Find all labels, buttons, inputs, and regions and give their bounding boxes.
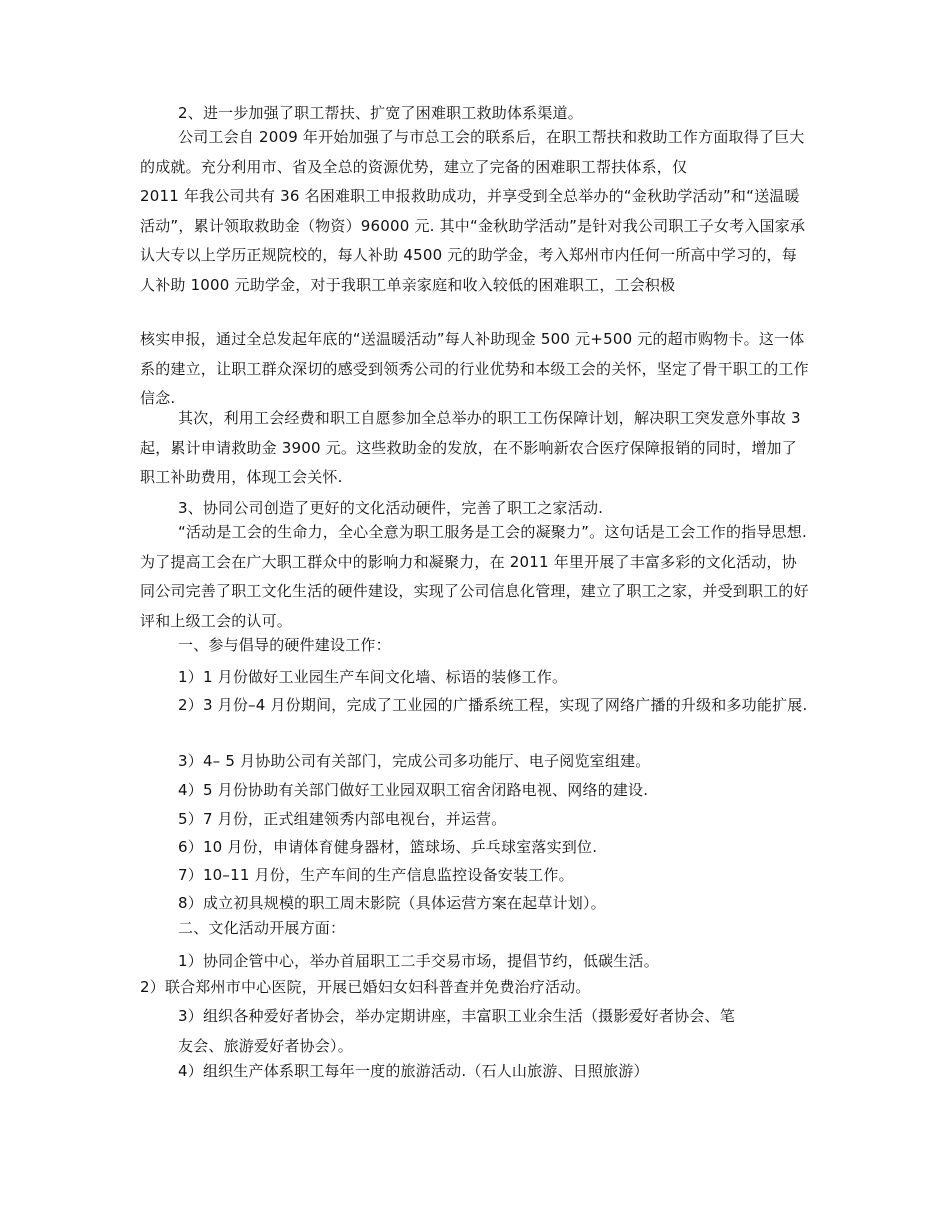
list-item-culture-3: 3）组织各种爱好者协会，举办定期讲座，丰富职工业余生活（摄影爱好者协会、笔友会、旅游爱好者协会）。 [178, 1007, 735, 1055]
subheading-hardware: 一、参与倡导的硬件建设工作： [178, 636, 391, 654]
section-heading-3: 3、协同公司创造了更好的文化活动硬件，完善了职工之家活动. [178, 499, 604, 517]
paragraph-relief-2011: 2011 年我公司共有 36 名困难职工申报救助成功，并享受到全总举办的“金秋助学活动”和“送温暖活动”，累计领取救助金（物资）96000 元. 其中“金秋助学活动”是针对我公司职工子女考入国家承认大专以上学历正规院校的，每人补助 4500 元的助学金，考入郑州市内任何一所高中学习的，每人补助 1000 元助学金，对于我职工单亲家庭和收入较低的困难职工，工会积极 [140, 187, 806, 294]
list-item-hardware-8: 8）成立初具规模的职工周末影院（具体运营方案在起草计划）。 [178, 894, 606, 912]
list-item-hardware-7: 7）10–11 月份，生产车间的生产信息监控设备安装工作。 [178, 866, 574, 884]
paragraph-warmth-activity: 核实申报，通过全总发起年底的“送温暖活动”每人补助现金 500 元+500 元的超市购物卡。这一体系的建立，让职工群众深切的感受到领秀公司的行业优势和本级工会的关怀，坚定了骨干职工的工作信念. [140, 330, 809, 407]
section-heading-2: 2、进一步加强了职工帮扶、扩宽了困难职工救助体系渠道。 [178, 104, 583, 122]
list-item-hardware-6: 6）10 月份，申请体育健身器材，篮球场、乒乓球室落实到位. [178, 838, 598, 856]
list-item-culture-2: 2）联合郑州市中心医院，开展已婚妇女妇科普查并免费治疗活动。 [140, 978, 591, 996]
list-item-hardware-2: 2）3 月份–4 月份期间，完成了工业园的广播系统工程，实现了网络广播的升级和多功能扩展. [178, 696, 808, 714]
list-item-hardware-5: 5）7 月份，正式组建领秀内部电视台，并运营。 [178, 810, 507, 828]
paragraph-union-2009: 公司工会自 2009 年开始加强了与市总工会的联系后，在职工帮扶和救助工作方面取得了巨大的成就。充分利用市、省及全总的资源优势，建立了完备的困难职工帮扶体系，仅 [140, 128, 805, 176]
list-item-hardware-4: 4）5 月份协助有关部门做好工业园双职工宿舍闭路电视、网络的建设. [178, 781, 649, 799]
subheading-culture: 二、文化活动开展方面： [178, 919, 346, 937]
list-item-culture-1: 1）协同企管中心，举办首届职工二手交易市场，提倡节约，低碳生活。 [178, 952, 659, 970]
list-item-hardware-1: 1）1 月份做好工业园生产车间文化墙、标语的装修工作。 [178, 668, 568, 686]
paragraph-injury-insurance: 其次，利用工会经费和职工自愿参加全总举办的职工工伤保障计划，解决职工突发意外事故 3 起，累计申请救助金 3900 元。这些救助金的发放，在不影响新农合医疗保障报销的同时，增加了职工补助费用，体现工会关怀. [140, 409, 801, 486]
list-item-hardware-3: 3）4– 5 月协助公司有关部门，完成公司多功能厅、电子阅览室组建。 [178, 752, 651, 770]
paragraph-activity-motto: “活动是工会的生命力，全心全意为职工服务是工会的凝聚力”。这句话是工会工作的指导思想. 为了提高工会在广大职工群众中的影响力和凝聚力，在 2011 年里开展了丰富多彩的文化活动，协同公司完善了职工文化生活的硬件建设，实现了公司信息化管理，建立了职工之家，并受到职工的好评和上级工会的认可。 [140, 523, 809, 630]
list-item-culture-4: 4）组织生产体系职工每年一度的旅游活动.（石人山旅游、日照旅游） [178, 1062, 649, 1080]
